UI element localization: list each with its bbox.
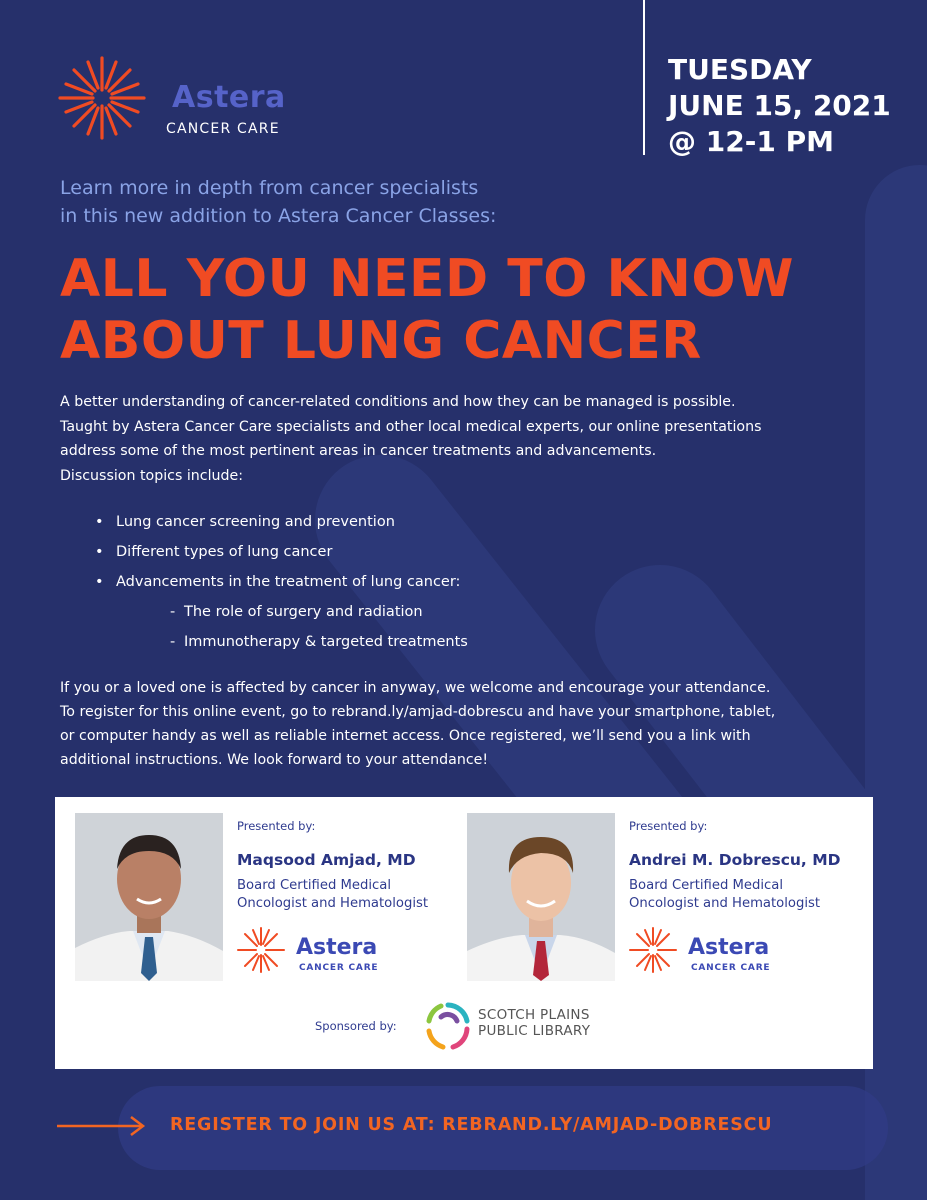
presenter-card [55,797,873,1069]
registration-line: If you or a loved one is affected by cancer in anyway, we welcome and encourage your attendance. [60,680,771,696]
dash-icon: - [170,634,176,650]
description-line: Taught by Astera Cancer Care specialists and other local medical experts, our online presentations [60,418,762,435]
flyer-page: Astera CANCER CARE TUESDAY JUNE 15, 2021 @ 12-1 PM Learn more in depth from cancer specialists in this new addition to Astera Cancer Classes: ALL YOU NEED TO KNOW ABOUT LUNG CANCER A better understanding of cancer-related conditions and how they can be managed is possible. Taught by Astera Cancer Care specialists and other local medical experts, our online presentations address some of the most pertinent areas in cancer treatments and advancements. Discussion topics include: • Lung cancer screening and prevention • Different types of lung cancer • Advancements in the treatment of lung cancer: - The role of surgery and radiation - Immunotherapy & targeted treatments If you or a loved one is affected by cancer in anyway, we welcome and encourage your attendance. To register for this online event, go to rebrand.ly/amjad-dobrescu and have your smartphone, tablet, or computer handy as well as reliable internet access. Once registered, we’ll send you a link with additional instructions. We look forward to your attendance! Presented by: Maqsood Amjad, MD Board Certified Medical Oncologist and Hematologist Astera CANCER CARE Presented by: Andrei M. Dobrescu, MD Board Certified Medical Oncologist and Hematologist Astera CANCER CARE Sponsored by: SCOTCH PLAINS PUBLIC LIBRARY REGISTER TO JOIN US AT: REBRAND.LY/AMJAD-DOBRESCU [0,0,927,1200]
bullet-icon: • [95,544,104,560]
registration-paragraph [60,676,860,772]
library-name: SCOTCH PLAINS PUBLIC LIBRARY [478,1007,591,1039]
headline [60,248,794,372]
description-line: Discussion topics include: [60,467,244,484]
event-date [668,52,891,160]
presented-by-label: Presented by: [629,819,708,833]
mini-brand-subtitle: CANCER CARE [691,963,771,973]
register-link[interactable]: REGISTER TO JOIN US AT: REBRAND.LY/AMJAD-DOBRESCU [170,1115,773,1135]
presented-by-label: Presented by: [237,819,316,833]
registration-line: additional instructions. We look forward to your attendance! [60,752,489,768]
date-full: JUNE 15, 2021 [668,89,891,122]
intro-line: Learn more in depth from cancer specialists [60,177,479,199]
presenter-photo-amjad [75,813,223,981]
intro-text [60,174,496,230]
headline-line: ABOUT LUNG CANCER [60,311,702,371]
bullet-icon: • [95,514,104,530]
presenter-title: Board Certified Medical Oncologist and Hematologist [629,878,821,911]
bullet-icon: • [95,574,104,590]
brand-subtitle: CANCER CARE [166,121,280,137]
description-line: address some of the most pertinent areas in cancer treatments and advancements. [60,443,657,459]
mini-brand-subtitle: CANCER CARE [299,963,379,973]
sponsored-by-label: Sponsored by: [315,1019,397,1033]
presenter-title: Board Certified Medical Oncologist and Hematologist [237,878,429,911]
registration-line: To register for this online event, go to rebrand.ly/amjad-dobrescu and have your smartphone, tablet, [60,704,776,720]
brand-name: Astera [172,80,286,115]
description-paragraph [60,390,860,488]
registration-line: or computer handy as well as reliable internet access. Once registered, we’ll send you a link with [60,728,751,744]
dash-icon: - [170,604,176,620]
divider-line [643,0,645,155]
date-day: TUESDAY [668,53,812,86]
presenter-photo-dobrescu [467,813,615,981]
mini-brand-name: Astera [688,935,770,960]
library-logo-icon [423,999,473,1053]
date-time: @ 12-1 PM [668,125,834,158]
arrow-right-icon [55,1114,147,1138]
mini-brand-name: Astera [296,935,378,960]
intro-line: in this new addition to Astera Cancer Classes: [60,205,497,227]
headline-line: ALL YOU NEED TO KNOW [60,249,794,309]
presenter-name: Maqsood Amjad, MD [237,851,416,869]
description-line: A better understanding of cancer-related conditions and how they can be managed is possible. [60,394,736,410]
presenter-name: Andrei M. Dobrescu, MD [629,851,841,869]
